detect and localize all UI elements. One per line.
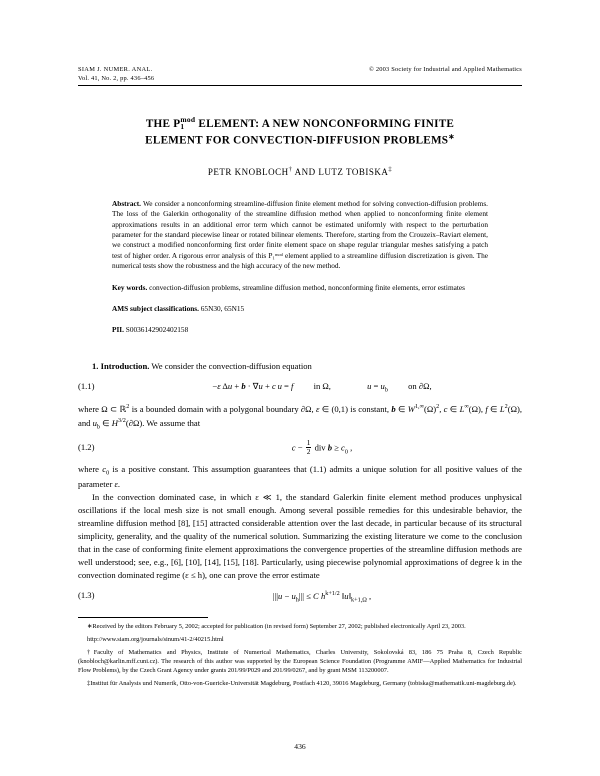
footnote-separator bbox=[78, 617, 208, 618]
footnote-author-1: †Faculty of Mathematics and Physics, Institute of Numerical Mathematics, Charles University, Sokolovská 83, 186 75 Praha 8, Czech Republic (knobloch@karlin.mff.cuni.cz). The research of this author was supported by the European Science Foundation (Programme AMIF—Applied Mathematics for Industrial Flow Problems), by the Czech Grant Agency under grants 201/99/P029 and 201/99/0267, and by grant MSM 113200007. bbox=[78, 648, 522, 675]
journal-info bbox=[78, 66, 154, 83]
equation-1-1 bbox=[78, 380, 522, 395]
authors bbox=[78, 166, 522, 177]
pii-label: PII. bbox=[112, 325, 124, 335]
abstract-label: Abstract. bbox=[112, 198, 141, 208]
paragraph-omega: where Ω ⊂ ℝ$^2$ is a bounded domain with a polygonal boundary ∂Ω, ε ∈ (0,1) is constant, b ∈ $W^{1,\infty}(\Omega)^2$, c ∈ L∞(Ω), f ∈ $L^2(\Omega)$, and $u_b$ ∈ $H^{3/2}(\partial\Omega)$. We assume that bbox=[78, 403, 522, 431]
pii bbox=[112, 325, 522, 334]
author-conjunction: AND LUTZ TOBISKA bbox=[292, 166, 389, 177]
keywords-label: Key words. bbox=[112, 282, 148, 292]
title-prefix: THE bbox=[145, 117, 174, 130]
equation-1-3 bbox=[78, 589, 522, 605]
title-rest: ELEMENT: A NEW NONCONFORMING FINITE bbox=[195, 117, 455, 130]
title-line2: ELEMENT FOR CONVECTION-DIFFUSION PROBLEMS bbox=[145, 134, 449, 147]
equation-1-1-tag: (1.1) bbox=[78, 381, 95, 392]
author-1-footnote-marker: † bbox=[288, 165, 293, 173]
title-symbol: P mod 1 bbox=[173, 114, 196, 132]
footnote-url[interactable]: http://www.siam.org/journals/sinum/41-2/40215.html bbox=[87, 635, 224, 643]
footnotes bbox=[78, 622, 522, 692]
paragraph-intro bbox=[78, 360, 522, 373]
title-footnote-marker: ∗ bbox=[448, 132, 455, 142]
copyright-notice: © 2003 Society for Industrial and Applied Mathematics bbox=[368, 66, 522, 73]
pii-text: S0036142902402158 bbox=[123, 325, 189, 335]
page-title bbox=[78, 116, 522, 149]
abstract-text: We consider a nonconforming streamline-diffusion finite element method for solving convection-diffusion problems. The loss of the Galerkin orthogonality of the streamline diffusion method when applied to nonconforming finite element approximations results in an additional error term which cannot be estimated uniformly with respect to the perturbation parameter for the standard piecewise linear or rotated bilinear elements. Therefore, starting from the Crouzeix–Raviart element, we construct a modified nonconforming first order finite element space on shape regular triangular meshes satisfying a patch test of higher order. A rigorous error analysis of this P₁ᵐᵒᵈ element applied to a streamline diffusion discretization is given. The numerical tests show the robustness and the high accuracy of the new method. bbox=[112, 198, 488, 271]
intro-text: We consider the convection-diffusion equation bbox=[149, 361, 312, 372]
journal-volume: Vol. 41, No. 2, pp. 436–456 bbox=[78, 74, 155, 82]
running-head bbox=[78, 66, 522, 83]
equation-1-2 bbox=[78, 439, 522, 457]
equation-1-3-body: $|||u - u_h||| \le C$ $h^{k+1/2}$ $‖u‖_{k+1,\Omega}$ , bbox=[272, 589, 372, 604]
ams-text: 65N30, 65N15 bbox=[198, 303, 245, 313]
author-1: PETR KNOBLOCH bbox=[207, 166, 289, 177]
footnote-author-2: ‡Institut für Analysis und Numerik, Otto-von-Guericke-Universität Magdeburg, Postfach 4120, 39016 Magdeburg, Germany (tobiska@mathematik.uni-magdeburg.de). bbox=[87, 679, 517, 687]
equation-1-2-tag: (1.2) bbox=[78, 442, 95, 453]
page-content bbox=[78, 66, 522, 611]
paragraph-c0: where $c_0$ is a positive constant. This assumption guarantees that (1.1) admits a unique solution for all positive values of the parameter ε. bbox=[78, 464, 522, 490]
paragraph-convection: In the convection dominated case, in which ε ≪ 1, the standard Galerkin finite element method produces unphysical oscillations if the local mesh size is not small enough. Among several possible remedies for this undesirable behavior, the streamline diffusion method [8], [15] attracted considerable attention over the last decade, in particular because of its structural simplicity, generality, and the quality of the numerical solution. Summarizing the existing literature we come to the conclusion that in the case of conforming finite element approximations the convergence properties of the streamline diffusion methods are well understood; see, e.g., [6], [10], [14], [15], [18]. Particularly, using piecewise polynomial approximations of degree k in the convection dominated regime (ε ≤ h), one can prove the error estimate bbox=[78, 492, 522, 580]
abstract bbox=[112, 199, 488, 272]
body-text bbox=[78, 360, 522, 604]
journal-name: SIAM J. NUMER. ANAL. bbox=[78, 66, 153, 73]
ams-label: AMS subject classifications. bbox=[112, 303, 199, 313]
footnote-received: ∗Received by the editors February 5, 2002; accepted for publication (in revised form) September 27, 2002; published electronically April 23, 2003. bbox=[87, 623, 466, 630]
equation-1-1-body: −ε Δu + b · ∇u + c u = f in Ω, $u = u_b$ on ∂Ω, bbox=[212, 381, 432, 394]
section-heading: 1. Introduction. bbox=[92, 361, 150, 372]
equation-1-3-tag: (1.3) bbox=[78, 590, 95, 601]
author-2-footnote-marker: ‡ bbox=[388, 165, 393, 173]
header-rule bbox=[78, 85, 522, 86]
keywords bbox=[112, 283, 488, 293]
equation-1-2-body: c − $\frac{1}{2}$ div $b \ge c_0$ , bbox=[291, 437, 353, 456]
keywords-text: convection-diffusion problems, streamline diffusion method, nonconforming finite elements, error estimates bbox=[147, 282, 465, 292]
page-number: 436 bbox=[294, 742, 306, 751]
ams-subject-classifications bbox=[112, 304, 488, 314]
